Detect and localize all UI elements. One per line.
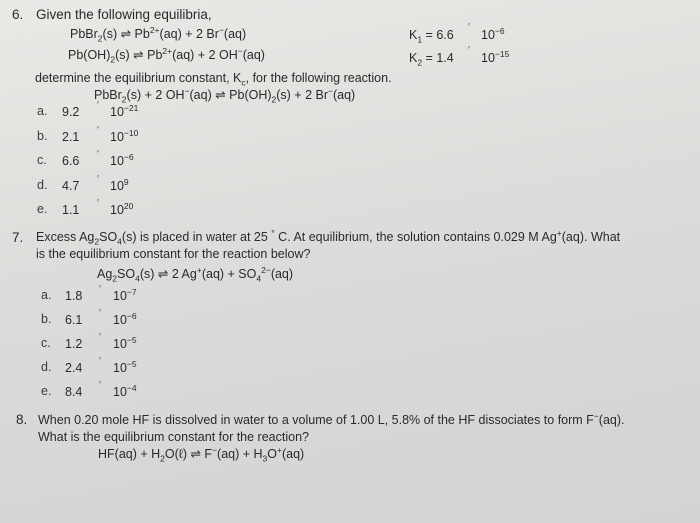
choice-exponent: $10^{-4}$ [113,382,137,399]
choice-exponent: $10^{20}$ [110,200,134,217]
choice-letter: a. [41,288,52,302]
target-reaction: PbBr$_2$(s) + 2 OH−(aq) ⇌ $Pb(OH)_2(s) + 2$ Br−(aq) [94,85,356,105]
choice-coefficient: 1.8 [65,289,83,303]
question-8-line-1: When 0.20 mole HF is dissolved in water to a volume of 1.00 L, 5.8% of the HF dissociates to form F−(aq). [38,410,625,427]
k1-exponent: $10^{-6}$ [481,25,505,42]
question-8-reaction: $HF(aq) + H_2O(\ell)$ ⇌ $F^-(aq) + H_3O^+(aq)$ [98,444,305,464]
question-6-determine: determine the equilibrium constant, $K_c$, for the following reaction. [35,71,392,88]
choice-coefficient: 6.6 [62,154,80,168]
choice-coefficient: 2.1 [62,129,80,144]
question-7-line-2: is the equilibrium constant for the reaction below? [36,247,311,261]
choice-letter: c. [37,153,47,167]
question-6-prompt: Given the following equilibria, [36,7,212,22]
choice-letter: d. [37,177,48,192]
choice-coefficient: 2.4 [65,361,83,375]
choice-letter: c. [41,336,51,350]
choice-exponent: $10^{-6}$ [113,310,137,327]
choice-exponent: $10^{-10}$ [110,127,139,144]
question-7-reaction: $Ag_2SO_4(s)$ ⇌ 2 $Ag^+(aq) + SO_4^{2-}(aq)$ [97,264,294,284]
k1-value: $K_1 = 6.6$ [409,28,454,45]
question-8-number: 8. [16,412,28,427]
choice-coefficient: 8.4 [65,385,83,399]
question-7-line-1: Excess $Ag_2SO_4(s)$ is placed in water at 25 ° C. At equilibrium, the solution contains 0.029 M Ag+(aq). What [36,227,621,247]
question-6-number: 6. [12,7,24,22]
choice-exponent: $10^{-5}$ [113,334,137,351]
equilibrium-1: PbBr$_2$(s) ⇌ $Pb^{2+}(aq) + 2$ Br−(aq) [70,24,247,44]
choice-letter: d. [41,360,52,374]
choice-coefficient: 1.2 [65,337,83,351]
choice-exponent: $10^{-7}$ [113,286,137,303]
question-7-number: 7. [12,230,24,245]
choice-exponent: $10^{-6}$ [110,151,134,168]
choice-exponent: $10^{-21}$ [110,102,139,119]
question-8-line-2: What is the equilibrium constant for the reaction? [38,430,309,444]
choice-letter: b. [37,128,48,143]
choice-letter: b. [41,312,52,326]
choice-coefficient: 9.2 [62,105,80,119]
k2-exponent: $10^{-15}$ [481,48,510,65]
choice-letter: e. [37,202,48,216]
choice-letter: a. [37,104,48,118]
choice-coefficient: 6.1 [65,313,83,327]
equilibrium-2: $Pb(OH)_2(s)$ ⇌ $Pb^{2+}(aq) + 2$ OH−(aq) [68,45,265,65]
choice-letter: e. [41,384,52,398]
choice-coefficient: 4.7 [62,178,80,193]
choice-exponent: $10^{-5}$ [113,358,137,375]
choice-exponent: $10^9$ [110,176,129,193]
choice-coefficient: 1.1 [62,203,80,217]
k2-value: $K_2 = 1.4$ [409,51,454,68]
